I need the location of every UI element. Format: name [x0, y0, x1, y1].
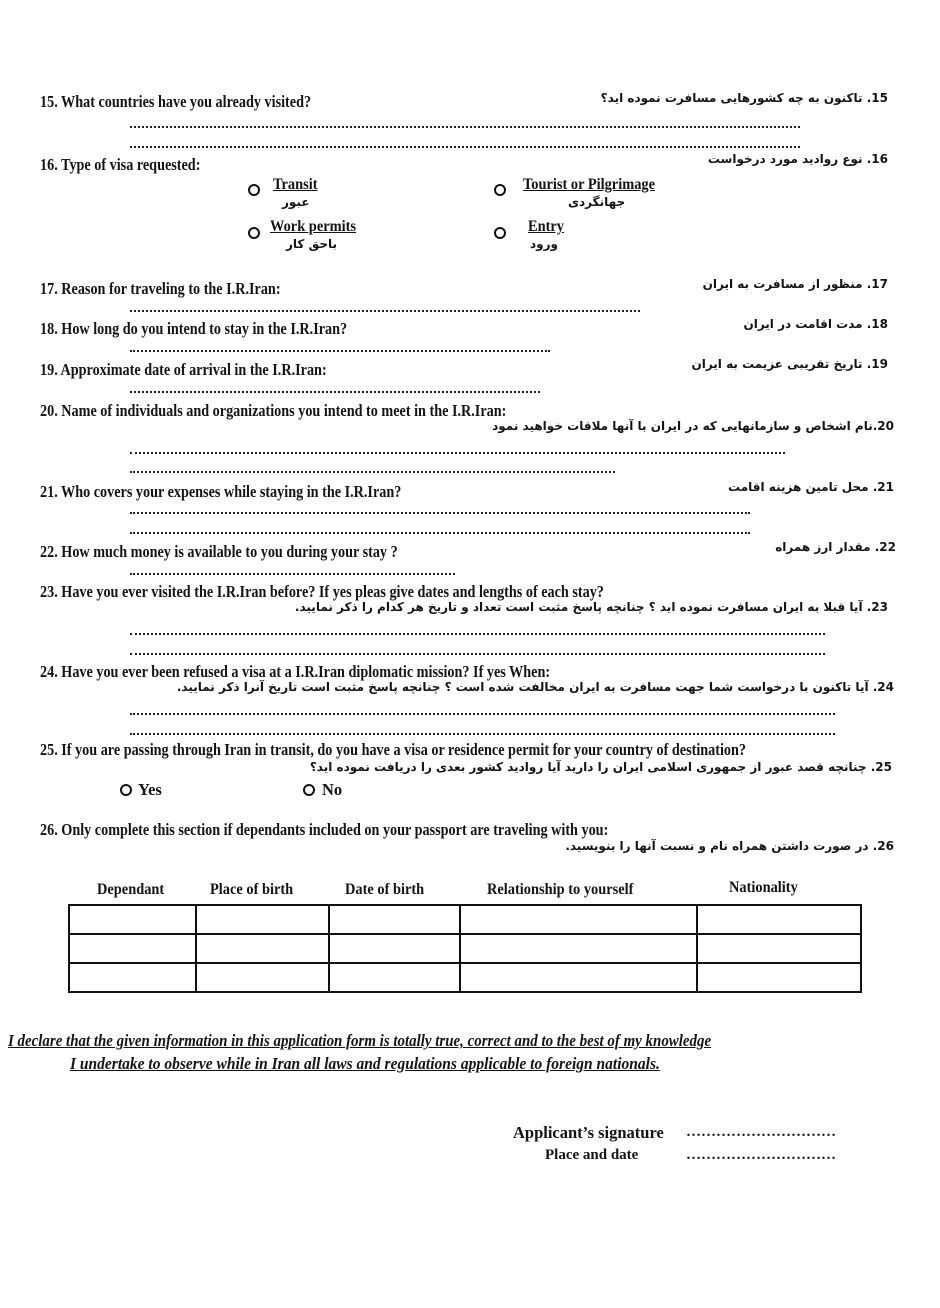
- place-of-birth-cell[interactable]: [196, 905, 329, 934]
- table-row: [69, 934, 861, 963]
- table-header-date-of-birth: Date of birth: [345, 881, 425, 898]
- place-of-birth-cell[interactable]: [196, 963, 329, 992]
- visa-type-entry-radio[interactable]: [494, 227, 506, 239]
- q16-label-fa: 16. نوع روادید مورد درخواست: [707, 152, 888, 166]
- q15-label-fa: 15. تاکنون به چه کشورهایی مسافرت نموده اید؟: [600, 91, 888, 105]
- visa-type-transit-label[interactable]: Transit: [273, 176, 318, 193]
- q22-answer-line[interactable]: [130, 573, 455, 575]
- declaration-line-1: I declare that the given information in this application form is totally true, correct and to the best of my knowledge: [8, 1031, 712, 1050]
- table-header-dependant: Dependant: [97, 881, 165, 898]
- transit-visa-no-label[interactable]: No: [322, 780, 343, 799]
- visa-type-tourist-label[interactable]: Tourist or Pilgrimage: [523, 176, 655, 193]
- relationship-cell[interactable]: [460, 934, 697, 963]
- q15-label: 15. What countries have you already visited?: [40, 92, 312, 111]
- applicant-signature-label: Applicant’s signature: [513, 1123, 664, 1142]
- q19-answer-line[interactable]: [130, 391, 540, 393]
- visa-type-entry-label[interactable]: Entry: [528, 218, 564, 235]
- transit-visa-yes-label[interactable]: Yes: [138, 780, 162, 799]
- table-row: [69, 905, 861, 934]
- dependant-cell[interactable]: [69, 905, 196, 934]
- table-row: [69, 963, 861, 992]
- q20-answer-line-1[interactable]: [130, 452, 785, 454]
- q20-label: 20. Name of individuals and organizations you intend to meet in the I.R.Iran:: [40, 401, 507, 420]
- date-of-birth-cell[interactable]: [329, 934, 460, 963]
- visa-type-entry-label-fa: ورود: [530, 237, 558, 251]
- visa-type-work-radio[interactable]: [248, 227, 260, 239]
- declaration-line-2: I undertake to observe while in Iran all laws and regulations applicable to foreign nationals.: [70, 1054, 660, 1073]
- q23-label: 23. Have you ever visited the I.R.Iran before? If yes pleas give dates and lengths of each stay?: [40, 582, 604, 601]
- dependant-cell[interactable]: [69, 963, 196, 992]
- q17-label: 17. Reason for traveling to the I.R.Iran:: [40, 279, 281, 298]
- q15-answer-line-2[interactable]: [130, 146, 800, 148]
- q26-label-fa: 26. در صورت داشتن همراه نام و نسبت آنها را بنویسید.: [565, 839, 894, 853]
- q18-answer-line[interactable]: [130, 350, 550, 352]
- q22-label-fa: 22. مقدار ارز همراه: [775, 540, 896, 554]
- q19-label-fa: 19. تاریخ تقریبی عزیمت به ایران: [691, 357, 888, 371]
- dependant-cell[interactable]: [69, 934, 196, 963]
- place-of-birth-cell[interactable]: [196, 934, 329, 963]
- applicant-signature-field[interactable]: …………………………: [686, 1124, 836, 1140]
- q24-answer-line-2[interactable]: [130, 733, 835, 735]
- dependants-table: [68, 904, 862, 993]
- nationality-cell[interactable]: [697, 905, 861, 934]
- q22-label: 22. How much money is available to you during your stay ?: [40, 542, 398, 561]
- q21-label: 21. Who covers your expenses while staying in the I.R.Iran?: [40, 482, 402, 501]
- q23-label-fa: 23. آیا قبلا به ایران مسافرت نموده اید ؟ چنانچه پاسخ مثبت است تعداد و تاریخ هر کدام را ذکر نمایید.: [294, 600, 888, 614]
- visa-type-tourist-label-fa: جهانگردی: [568, 195, 626, 209]
- q19-label: 19. Approximate date of arrival in the I.R.Iran:: [40, 360, 327, 379]
- q23-answer-line-2[interactable]: [130, 653, 825, 655]
- place-and-date-field[interactable]: …………………………: [686, 1147, 836, 1163]
- transit-visa-yes-radio[interactable]: [120, 784, 132, 796]
- q24-answer-line-1[interactable]: [130, 713, 835, 715]
- q18-label: 18. How long do you intend to stay in the I.R.Iran?: [40, 319, 348, 338]
- q21-answer-line-1[interactable]: [130, 512, 750, 514]
- q18-label-fa: 18. مدت اقامت در ایران: [743, 317, 888, 331]
- q16-label: 16. Type of visa requested:: [40, 155, 201, 174]
- place-and-date-label: Place and date: [545, 1147, 639, 1163]
- q21-answer-line-2[interactable]: [130, 532, 750, 534]
- nationality-cell[interactable]: [697, 963, 861, 992]
- relationship-cell[interactable]: [460, 905, 697, 934]
- relationship-cell[interactable]: [460, 963, 697, 992]
- q24-label: 24. Have you ever been refused a visa at a I.R.Iran diplomatic mission? If yes When:: [40, 662, 551, 681]
- transit-visa-no-radio[interactable]: [303, 784, 315, 796]
- q15-answer-line-1[interactable]: [130, 126, 800, 128]
- visa-type-work-label[interactable]: Work permits: [270, 218, 356, 235]
- q17-answer-line[interactable]: [130, 310, 640, 312]
- nationality-cell[interactable]: [697, 934, 861, 963]
- visa-type-transit-radio[interactable]: [248, 184, 260, 196]
- q20-answer-line-2[interactable]: [130, 471, 615, 473]
- visa-type-tourist-radio[interactable]: [494, 184, 506, 196]
- q20-label-fa: 20.نام اشخاص و سازمانهایی که در ایران با آنها ملاقات خواهید نمود: [492, 419, 894, 433]
- q26-label: 26. Only complete this section if dependants included on your passport are traveling with you:: [40, 820, 609, 839]
- date-of-birth-cell[interactable]: [329, 905, 460, 934]
- q21-label-fa: 21. محل تامین هزینه اقامت: [728, 480, 894, 494]
- visa-type-transit-label-fa: عبور: [282, 195, 310, 209]
- q24-label-fa: 24. آیا تاکنون با درخواست شما جهت مسافرت به ایران مخالفت شده است ؟ چنانچه پاسخ مثبت است تاریخ آنرا ذکر نمایید.: [176, 680, 894, 694]
- q17-label-fa: 17. منظور از مسافرت به ایران: [702, 277, 888, 291]
- table-header-nationality: Nationality: [729, 879, 798, 896]
- table-header-place-of-birth: Place of birth: [210, 881, 294, 898]
- q25-label-fa: 25. چنانچه قصد عبور از جمهوری اسلامی ایران را دارید آیا روادید کشور بعدی را دریافت نموده اید؟: [309, 760, 892, 774]
- q25-label: 25. If you are passing through Iran in transit, do you have a visa or residence permit for your country of destination?: [40, 740, 747, 759]
- visa-type-work-label-fa: باحق کار: [286, 237, 338, 251]
- q23-answer-line-1[interactable]: [130, 633, 825, 635]
- date-of-birth-cell[interactable]: [329, 963, 460, 992]
- table-header-relationship: Relationship to yourself: [487, 881, 634, 898]
